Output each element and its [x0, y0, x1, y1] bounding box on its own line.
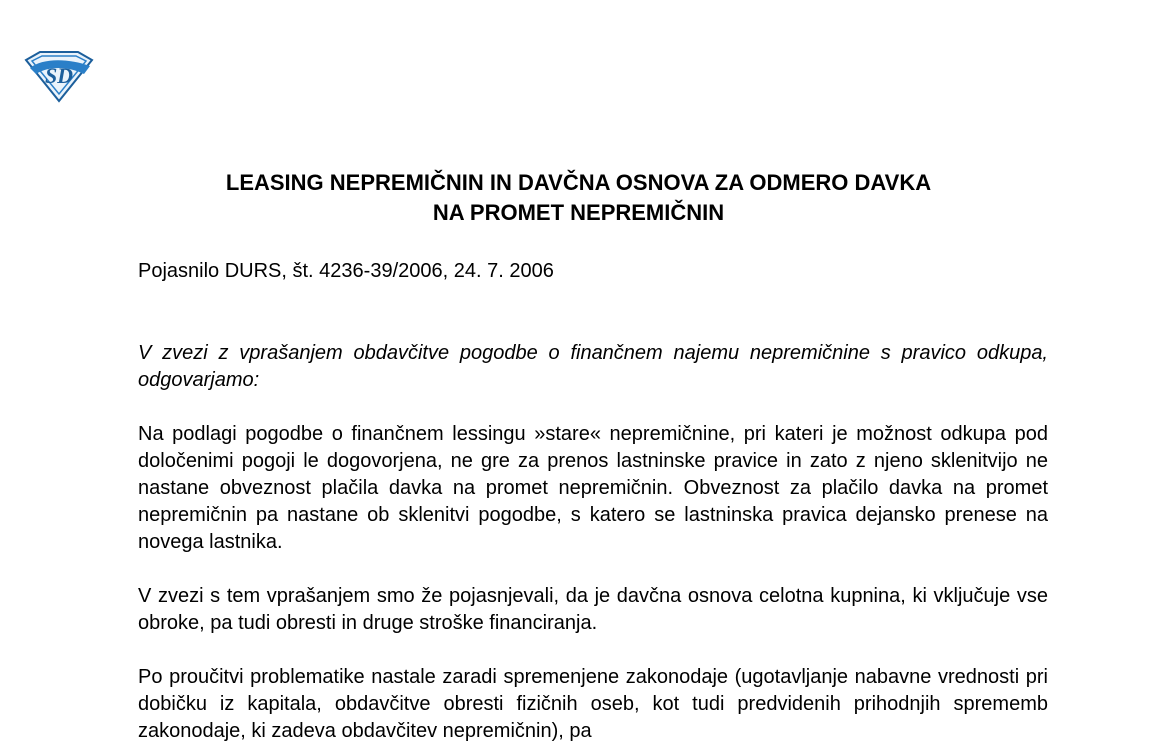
logo-text: SD [44, 63, 74, 88]
document-subtitle: Pojasnilo DURS, št. 4236-39/2006, 24. 7. 2006 [138, 260, 554, 282]
title-line-2: NA PROMET NEPREMIČNIN [432, 200, 725, 225]
paragraph-2: V zvezi s tem vprašanjem smo že pojasnjevali, da je davčna osnova celotna kupnina, ki vključuje vse obroke, pa tudi obresti in druge stroške financiranja. [138, 585, 1048, 634]
document-body [138, 258, 1048, 745]
document-title [120, 168, 1037, 228]
intro-paragraph: V zvezi z vprašanjem obdavčitve pogodbe o finančnem najemu nepremičnine s pravico odkupa, odgovarjamo: [138, 342, 1048, 391]
shield-logo-icon [22, 48, 96, 104]
title-line-1: LEASING NEPREMIČNIN IN DAVČNA OSNOVA ZA ODMERO DAVKA [225, 170, 932, 195]
logo [22, 48, 96, 104]
paragraph-3: Po proučitvi problematike nastale zaradi spremenjene zakonodaje (ugotavljanje nabavne vrednosti pri dobičku iz kapitala, obdavčitve obresti fizičnih oseb, kot tudi predvidenih prihodnjih sprememb zakonodaje, ki zadeva obdavčitev nepremičnin), pa [138, 666, 1048, 742]
paragraph-1: Na podlagi pogodbe o finančnem lessingu »stare« nepremičnine, pri kateri je možnost odkupa pod določenimi pogoji le dogovorjena, ne gre za prenos lastninske pravice in zato z njeno sklenitvijo ne nastane obveznost plačila davka na promet nepremičnin. Obveznost za plačilo davka na promet nepremičnin pa nastane ob sklenitvi pogodbe, s katero se lastninska pravica dejansko prenese na novega lastnika. [138, 423, 1048, 553]
